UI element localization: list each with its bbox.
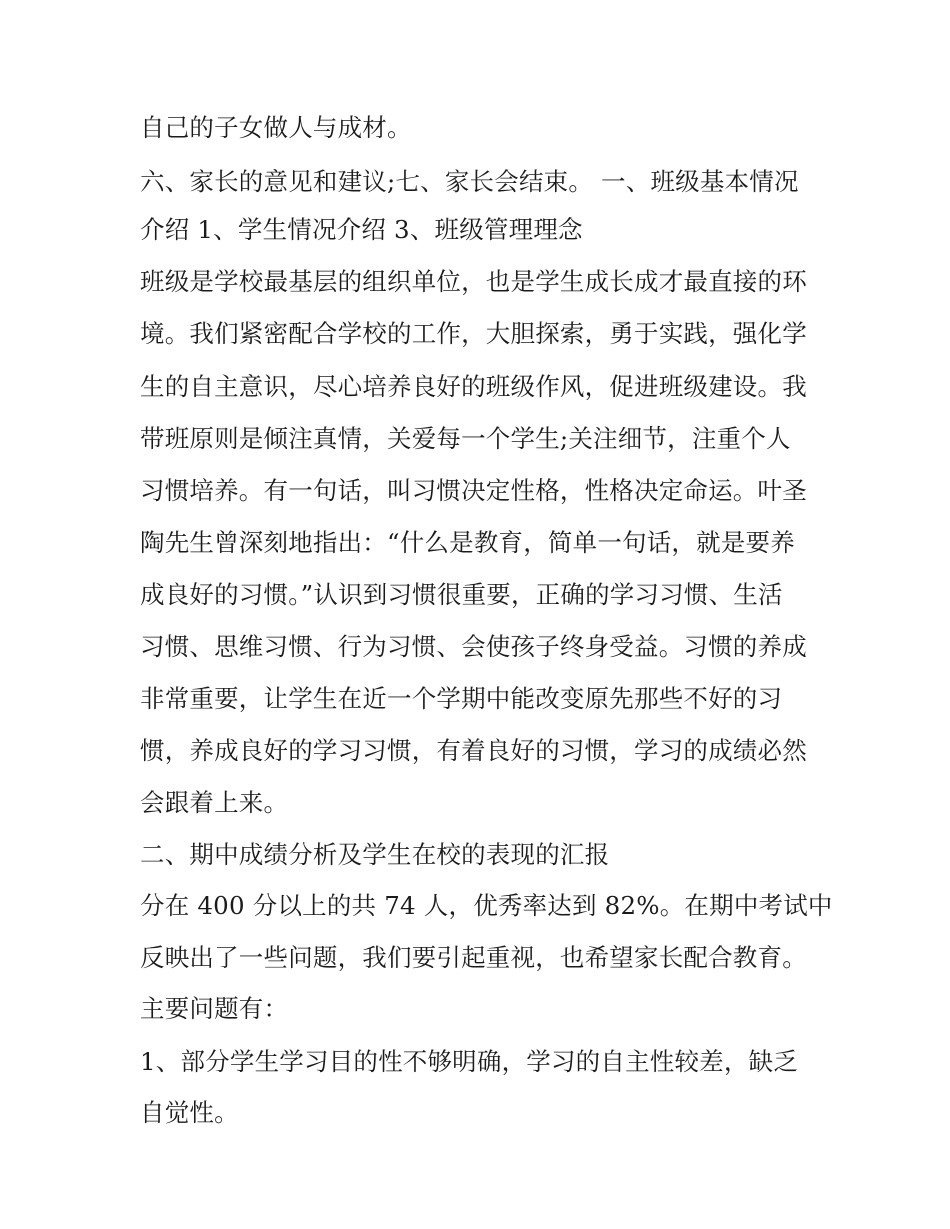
text-line: 反映出了一些问题，我们要引起重视，也希望家长配合教育。 xyxy=(140,943,807,972)
text-line: 自己的子女做人与成材。 xyxy=(140,113,412,142)
text-line: 分在 400 分以上的共 74 人，优秀率达到 82%。在期中考试中 xyxy=(140,891,833,920)
text-line: 班级是学校最基层的组织单位，也是学生成长成才最直接的环 xyxy=(140,267,807,296)
text-line: 六、家长的意见和建议;七、家长会结束。 一、班级基本情况 xyxy=(140,167,799,196)
text-line: 主要问题有： xyxy=(140,994,289,1023)
text-line: 非常重要，让学生在近一个学期中能改变原先那些不好的习 xyxy=(140,684,783,713)
text-line: 会跟着上来。 xyxy=(140,788,289,817)
text-line: 惯，养成良好的学习习惯，有着良好的习惯，学习的成绩必然 xyxy=(140,736,807,765)
text-line: 习惯、思维习惯、行为习惯、会使孩子终身受益。习惯的养成 xyxy=(140,632,807,661)
text-line: 介绍 1、学生情况介绍 3、班级管理理念 xyxy=(140,215,583,244)
text-line: 习惯培养。有一句话，叫习惯决定性格，性格决定命运。叶圣 xyxy=(140,476,807,505)
text-line: 自觉性。 xyxy=(140,1098,239,1127)
text-line: 二、期中成绩分析及学生在校的表现的汇报 xyxy=(140,840,610,869)
text-line: 带班原则是倾注真情，关爱每一个学生;关注细节，注重个人 xyxy=(140,424,791,453)
text-line: 1、部分学生学习目的性不够明确，学习的自主性较差，缺乏 xyxy=(140,1047,798,1076)
text-line: 陶先生曾深刻地指出：“什么是教育，简单一句话，就是要养 xyxy=(140,528,795,557)
text-line: 境。我们紧密配合学校的工作，大胆探索，勇于实践，强化学 xyxy=(140,319,807,348)
text-line: 成良好的习惯。”认识到习惯很重要，正确的学习习惯、生活 xyxy=(140,580,783,609)
text-line: 生的自主意识，尽心培养良好的班级作风，促进班级建设。我 xyxy=(140,372,807,401)
